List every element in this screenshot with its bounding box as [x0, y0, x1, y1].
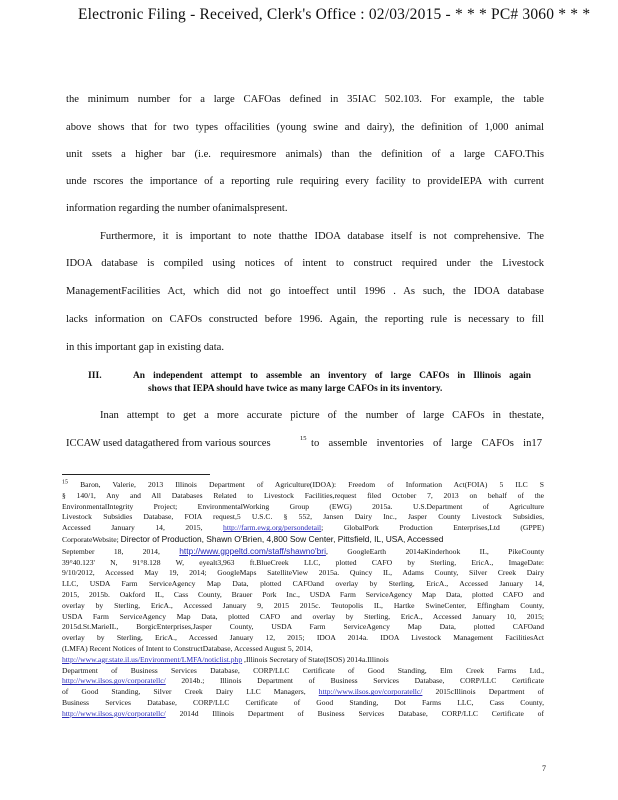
footnote-line: Accessed January 14, 2015, http://farm.ewg.org/persondetail; GlobalPork Production Enterprises,Ltd (GPPE): [62, 523, 545, 533]
body-line: Furthermore, it is important to note thatthe IDOA database itself is not comprehensive. The: [100, 231, 544, 242]
footnote-line: CorporateWebsite; Director of Production, Shawn O'Brien, 4,800 Sow Center, Pittsfield, IL, USA, Accessed: [62, 533, 444, 544]
footnote-line: § 140/1, Any and All Databases Related to Livestock Facilities,request filed October 7, 2013 on behalf of the: [62, 490, 544, 500]
body-line: to assemble inventories of large CAFOs in17: [311, 438, 542, 449]
footnote-line: http://www.ilsos.gov/corporatellc/ 2014b.; Illinois Department of Business Services Database, CORP/LLC Certificate: [62, 676, 545, 686]
agr-state-link[interactable]: http://www.agr.state.il.us/Environment/LMFA/noticlist.php: [62, 654, 243, 664]
footnote-line: 9/10/2012, Accessed May 19, 2014; GoogleMaps SatelliteView 2015a. Quincy IL, Adams County, Silver Creek Dairy: [62, 568, 544, 578]
footnote-line: 2015, 2015b. Oakford IL, Cass County, Brauer Pork Inc., USDA Farm ServiceAgency Map Data, plotted CAFO and: [62, 589, 544, 599]
footnote-line: Livestock Subsidies Database, FOIA request,5 U.S.C. § 552, Jansen Dairy Inc., Jasper County Livestock Subsidies,: [62, 512, 544, 522]
footnote-line: Department of Business Services Database, CORP/LLC Certificate of Good Standing, Elm Creek Farms Ltd.,: [62, 665, 544, 675]
body-line: unit ssets a higher bar (i.e. requiresmore animals) than the definition of a large CAFO.This: [66, 149, 544, 160]
ilsos-link[interactable]: http://www.ilsos.gov/corporatellc/: [62, 676, 166, 686]
footnote-line: EnvironmentalIntegrity Project; EnvironmentalWorking Group (EWG) 2015a. U.S.Department of Agriculture: [62, 501, 544, 511]
body-line: lacks information on CAFOs constructed before 1996. Again, the reporting rule is necessary to fill: [66, 314, 544, 325]
footnote-reference: 15: [300, 435, 307, 442]
body-line: ManagementFacilities Act, which did not go intoeffect until 1996 . As such, the IDOA database: [66, 286, 544, 297]
footnote-divider: [62, 474, 210, 475]
body-line: unde rscores the importance of a reporting rule requiring every facility to provideIEPA with current: [66, 176, 544, 187]
footnote-line: overlay by Sterling, EricA., Accessed January 12, 2015; IDOA 2014a. IDOA Livestock Management FacilitiesAct: [62, 633, 544, 643]
body-line: information regarding the number ofanimalspresent.: [66, 203, 288, 214]
body-line: ICCAW used datagathered from various sources: [66, 438, 271, 449]
page-number: 7: [542, 764, 546, 773]
footnote-line: http://www.ilsos.gov/corporatellc/ 2014d Illinois Department of Business Services Database, CORP/LLC Certificate of: [62, 708, 544, 718]
footnote-line: of Good Standing, Silver Creek Dairy LLC Managers, http://www.ilsos.gov/corporatellc/ 2015cIllinois Department of: [62, 687, 544, 697]
footnote-line: 2015d.St.MarieIL, BorgicEnterprises,Jasper County, USDA Farm ServiceAgency Map Data, plotted CAFOand: [62, 622, 544, 632]
footnote-number: 15: [62, 479, 68, 486]
footnote-line: overlay by Sterling, EricA., Accessed January 9, 2015 2015c. Teutopolis IL, Hartke SwineCenter, Effingham County,: [62, 600, 544, 610]
footnote: [62, 480, 544, 720]
section-number: III.: [88, 370, 102, 381]
footnote-line: 39°40.123' N, 91°8.128 W, eyealt3,963 ft.BlueCreek LLC, plotted CAFO by Sterling, EricA., ImageDate:: [62, 557, 544, 567]
body-line: the minimum number for a large CAFOas defined in 35IAC 502.103. For example, the table: [66, 94, 544, 105]
footnote-line: Business Services Database, CORP/LLC Certificate of Good Standing, Dot Farms LLC, Cass County,: [62, 697, 544, 707]
footnote-line: (LMFA) Recent Notices of Intent to ConstructDatabase, Accessed August 5, 2014,: [62, 643, 313, 653]
footnote-line: LLC, USDA Farm ServiceAgency Map Data, plotted CAFOand overlay by Sterling, EricA., Accessed January 14,: [62, 579, 544, 589]
footnote-line: $^{15}$ Baron, Valerie, 2013 Illinois Department of Agriculture(IDOA): Freedom of Information Act(FOIA) 5 ILC S: [62, 479, 544, 489]
ilsos-link[interactable]: http://www.ilsos.gov/corporatellc/: [318, 687, 423, 697]
section-title-line: shows that IEPA should have twice as many large CAFOs in its inventory.: [148, 384, 443, 394]
body-line: IDOA database is compiled using notices of intent to construct required under the Livestock: [66, 258, 544, 269]
footnote-line: http://www.agr.state.il.us/Environment/LMFA/noticlist.php ,Illinois Secretary of State(ISOS) 2014a.Illinois: [62, 654, 389, 664]
body-line: Inan attempt to get a more accurate picture of the number of large CAFOs in thestate,: [100, 410, 544, 421]
footnote-line: September 18, 2014, http://www.gppeltd.com/staff/shawno'bri, GoogleEarth 2014aKinderhook IL, PikeCounty: [62, 545, 544, 556]
filing-header: Electronic Filing - Received, Clerk's Office : 02/03/2015 - * * * PC# 3060 * * *: [78, 6, 591, 23]
body-line: above shows that for two types offacilities (young swine and dairy), the definition of 1,000 animal: [66, 122, 544, 133]
farm-ewg-link[interactable]: http://farm.ewg.org/persondetail: [223, 523, 322, 533]
gppeltd-link[interactable]: http://www.gppeltd.com/staff/shawno'bri: [179, 545, 326, 556]
body-line: in this important gap in existing data.: [66, 342, 225, 353]
ilsos-link[interactable]: http://www.ilsos.gov/corporatellc/: [62, 708, 166, 718]
section-title-line: An independent attempt to assemble an inventory of large CAFOs in Illinois again: [133, 371, 531, 381]
footnote-line: USDA Farm ServiceAgency Map Data, plotted CAFO and overlay by Sterling, EricA., Accessed January 10, 2015;: [62, 611, 544, 621]
